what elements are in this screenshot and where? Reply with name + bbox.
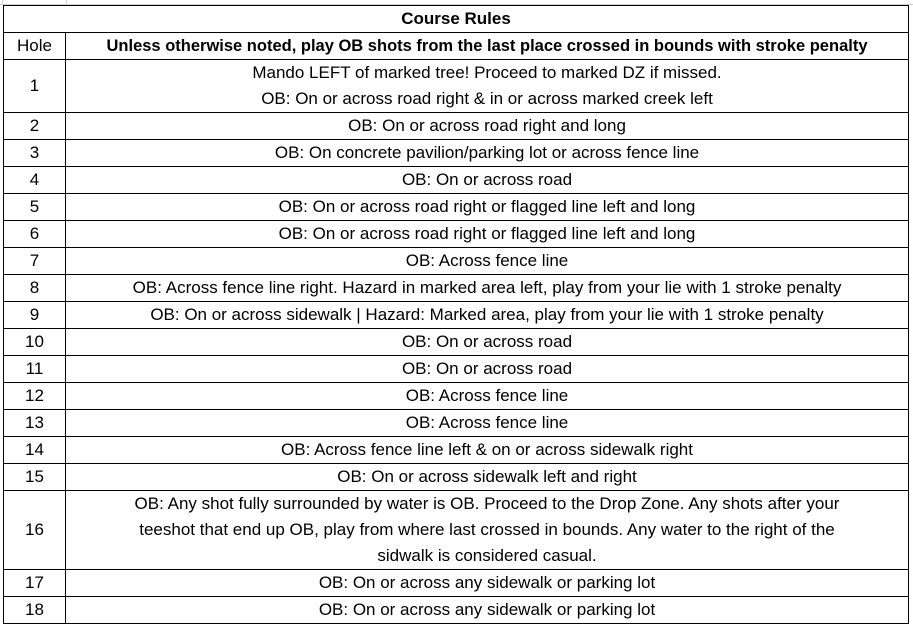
table-row bbox=[4, 329, 909, 356]
table-row bbox=[4, 140, 909, 167]
rule-cell[interactable] bbox=[66, 221, 909, 248]
hole-number-cell[interactable]: 2 bbox=[4, 113, 66, 140]
rule-cell[interactable] bbox=[66, 194, 909, 221]
rule-line: OB: Across fence line right. Hazard in marked area left, play from your lie with 1 stroke penalty bbox=[132, 278, 842, 297]
rule-line: OB: On or across road right and long bbox=[348, 116, 626, 135]
hole-number-cell[interactable]: 4 bbox=[4, 167, 66, 194]
rule-line: OB: On or across road bbox=[401, 332, 573, 351]
rule-line: OB: On or across any sidewalk or parking lot bbox=[318, 573, 656, 592]
table-row bbox=[4, 570, 909, 597]
hole-number-cell[interactable]: 14 bbox=[4, 437, 66, 464]
rule-line: OB: Across fence line left & on or across sidewalk right bbox=[281, 440, 693, 459]
rule-cell[interactable] bbox=[66, 437, 909, 464]
hole-number-cell[interactable]: 17 bbox=[4, 570, 66, 597]
table-row bbox=[4, 194, 909, 221]
table-row bbox=[4, 113, 909, 140]
hole-number-cell[interactable]: 12 bbox=[4, 383, 66, 410]
rule-cell[interactable] bbox=[66, 491, 909, 570]
hole-number-cell[interactable]: 11 bbox=[4, 356, 66, 383]
rule-cell[interactable] bbox=[66, 248, 909, 275]
table-row bbox=[4, 410, 909, 437]
table-row bbox=[4, 356, 909, 383]
rule-cell[interactable] bbox=[66, 329, 909, 356]
rule-cell[interactable] bbox=[66, 570, 909, 597]
rule-cell[interactable] bbox=[66, 356, 909, 383]
rule-cell[interactable] bbox=[66, 60, 909, 113]
rule-column-header[interactable]: Unless otherwise noted, play OB shots from the last place crossed in bounds with stroke penalty bbox=[66, 33, 909, 60]
hole-number-cell[interactable]: 18 bbox=[4, 597, 66, 624]
hole-number-cell[interactable]: 3 bbox=[4, 140, 66, 167]
rule-cell[interactable] bbox=[66, 302, 909, 329]
table-row bbox=[4, 597, 909, 624]
table-row bbox=[4, 302, 909, 329]
rule-cell[interactable] bbox=[66, 597, 909, 624]
rule-line: OB: Across fence line bbox=[405, 251, 569, 270]
course-rules-table bbox=[3, 5, 909, 624]
rule-line: OB: On concrete pavilion/parking lot or across fence line bbox=[274, 143, 700, 162]
hole-number-cell[interactable]: 8 bbox=[4, 275, 66, 302]
hole-number-cell[interactable]: 7 bbox=[4, 248, 66, 275]
rule-line: teeshot that end up OB, play from where last crossed in bounds. Any water to the right of the bbox=[139, 520, 835, 539]
table-row bbox=[4, 437, 909, 464]
hole-number-cell[interactable]: 5 bbox=[4, 194, 66, 221]
rule-cell[interactable] bbox=[66, 167, 909, 194]
table-row bbox=[4, 248, 909, 275]
rule-line: OB: Across fence line bbox=[405, 386, 569, 405]
hole-number-cell[interactable]: 13 bbox=[4, 410, 66, 437]
rule-line: OB: On or across road right or flagged line left and long bbox=[278, 197, 696, 216]
rule-line: OB: On or across road bbox=[401, 170, 573, 189]
rule-line: OB: Any shot fully surrounded by water is OB. Proceed to the Drop Zone. Any shots after your bbox=[134, 494, 840, 513]
hole-number-cell[interactable]: 6 bbox=[4, 221, 66, 248]
rule-cell[interactable] bbox=[66, 410, 909, 437]
hole-number-cell[interactable]: 15 bbox=[4, 464, 66, 491]
rule-cell[interactable] bbox=[66, 140, 909, 167]
course-rules-sheet bbox=[3, 5, 908, 624]
hole-column-header[interactable]: Hole bbox=[4, 33, 66, 60]
rule-line: OB: On or across sidewalk | Hazard: Marked area, play from your lie with 1 stroke penalty bbox=[150, 305, 824, 324]
rule-line: OB: On or across road bbox=[401, 359, 573, 378]
rule-cell[interactable] bbox=[66, 275, 909, 302]
rule-cell[interactable] bbox=[66, 383, 909, 410]
rule-line: OB: On or across road right or flagged line left and long bbox=[278, 224, 696, 243]
table-title[interactable]: Course Rules bbox=[4, 6, 909, 33]
table-row bbox=[4, 383, 909, 410]
title-row bbox=[4, 6, 909, 33]
header-row bbox=[4, 33, 909, 60]
rule-line: OB: Across fence line bbox=[405, 413, 569, 432]
hole-number-cell[interactable]: 9 bbox=[4, 302, 66, 329]
rule-cell[interactable] bbox=[66, 464, 909, 491]
rule-line: Mando LEFT of marked tree! Proceed to marked DZ if missed. bbox=[252, 63, 722, 82]
hole-number-cell[interactable]: 1 bbox=[4, 60, 66, 113]
table-row bbox=[4, 464, 909, 491]
rule-cell[interactable] bbox=[66, 113, 909, 140]
table-row bbox=[4, 275, 909, 302]
rule-line: sidwalk is considered casual. bbox=[377, 546, 597, 565]
table-row bbox=[4, 491, 909, 570]
rule-line: OB: On or across any sidewalk or parking lot bbox=[318, 600, 656, 619]
rule-rows bbox=[4, 60, 909, 624]
hole-number-cell[interactable]: 10 bbox=[4, 329, 66, 356]
table-row bbox=[4, 167, 909, 194]
rule-line: OB: On or across sidewalk left and right bbox=[337, 467, 637, 486]
table-row bbox=[4, 60, 909, 113]
rule-line: OB: On or across road right & in or across marked creek left bbox=[261, 89, 713, 108]
table-row bbox=[4, 221, 909, 248]
hole-number-cell[interactable]: 16 bbox=[4, 491, 66, 570]
